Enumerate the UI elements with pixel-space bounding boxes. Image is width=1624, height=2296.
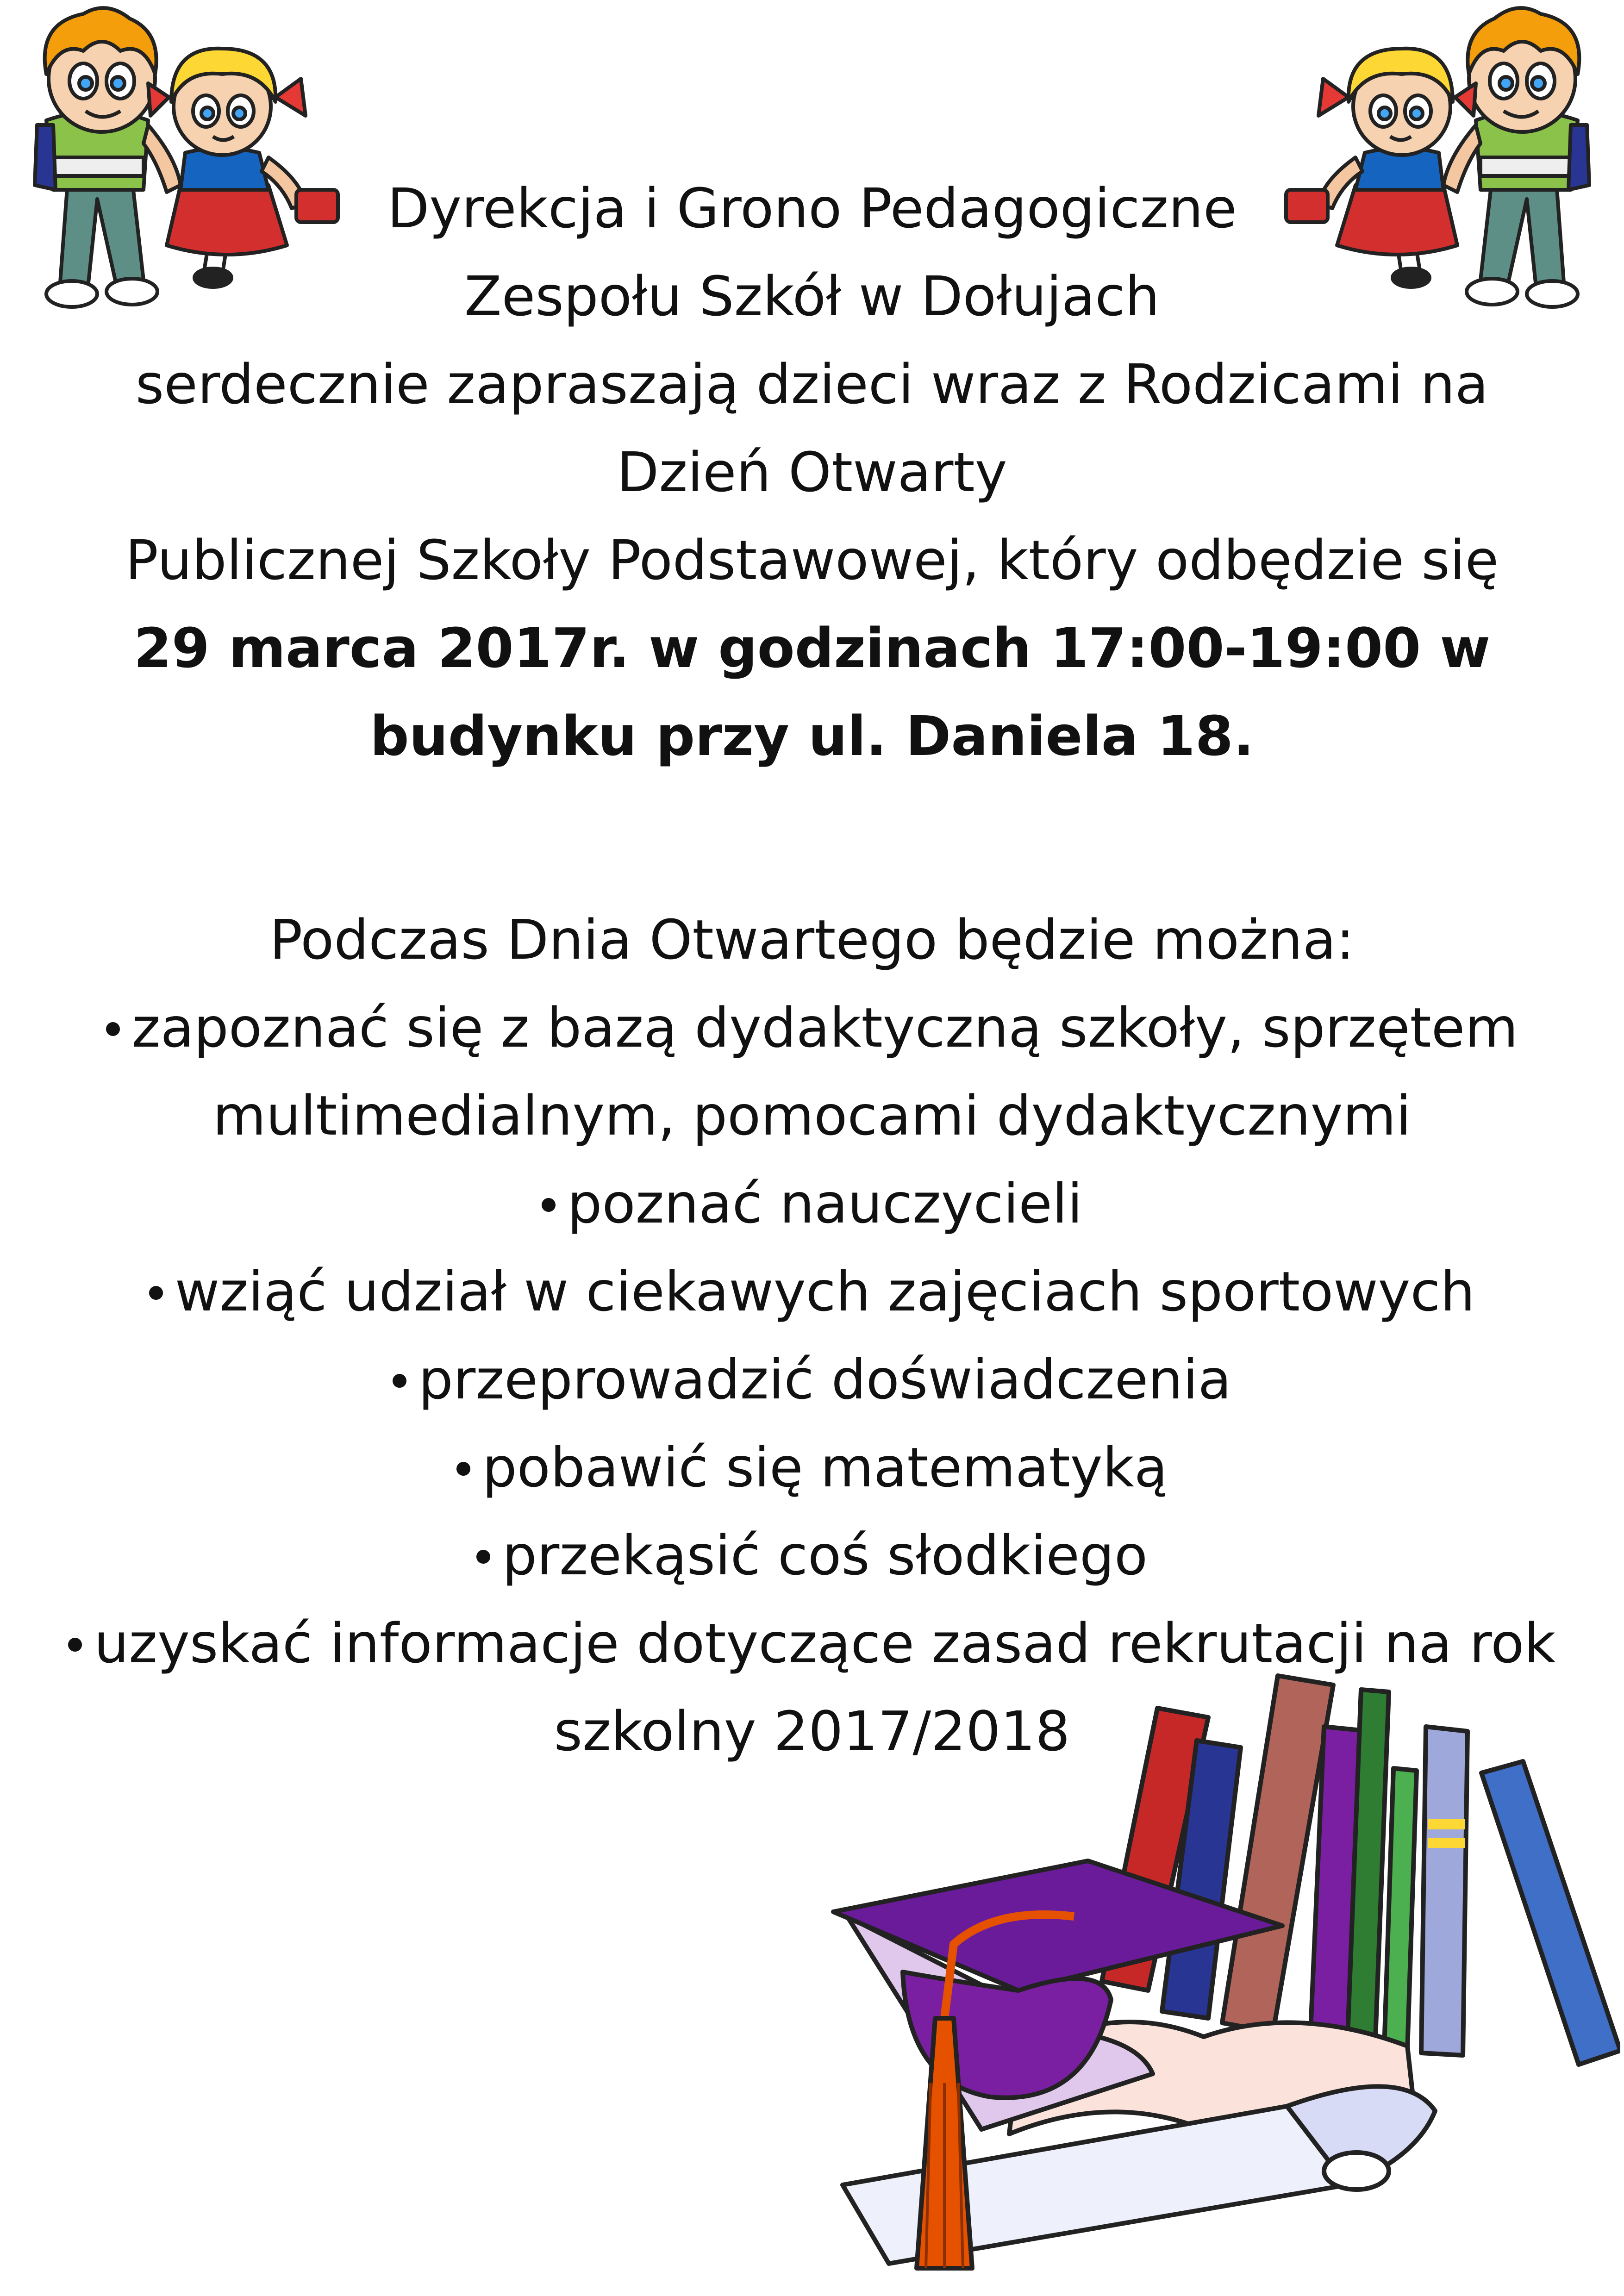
activity-item-continuation [0,1081,1624,1150]
bullet-icon [106,1022,120,1036]
activity-item [0,993,1624,1062]
activity-item [0,1169,1624,1238]
event-date-line: 29 marca 2017r. w godzinach 17:00-19:00 w [133,616,1491,680]
invitation-line-1: Dyrekcja i Grono Pedagogiczne [387,176,1237,240]
bullet-icon [476,1550,490,1564]
activity-text: multimedialnym, pomocami dydaktycznymi [212,1084,1412,1148]
invitation-line-3: serdecznie zapraszają dzieci wraz z Rodzicami na [135,352,1489,416]
activity-text: poznać nauczycieli [567,1172,1083,1235]
activity-text: zapoznać się z bazą dydaktyczną szkoły, sprzętem [131,996,1518,1060]
bullet-icon [393,1374,406,1388]
activity-text: szkolny 2017/2018 [554,1699,1070,1763]
activities-heading: Podczas Dnia Otwartego będzie można: [269,908,1355,972]
bullet-icon [149,1286,163,1300]
children-walking-right-icon [1281,5,1615,319]
invitation-line-2: Zespołu Szkół w Dołujach [464,264,1160,328]
invitation-line-4: Dzień Otwarty [617,440,1007,504]
bullet-icon [68,1638,82,1652]
children-walking-left-icon [9,5,343,319]
activity-item [0,1257,1624,1326]
activity-item [0,1345,1624,1414]
books-and-graduation-cap-icon [694,1666,1620,2282]
activity-text: przeprowadzić doświadczenia [418,1348,1232,1411]
activity-item [0,1433,1624,1502]
activity-text: pobawić się matematyką [482,1435,1168,1499]
activity-item [0,1521,1624,1590]
bullet-icon [456,1462,470,1476]
invitation-line-5: Publicznej Szkoły Podstawowej, który odbędzie się [125,528,1499,592]
activity-text: przekąsić coś słodkiego [502,1523,1148,1587]
activity-text: uzyskać informacje dotyczące zasad rekrutacji na rok [94,1611,1556,1675]
activity-text: wziąć udział w ciekawych zajęciach sportowych [175,1260,1475,1323]
event-address-line: budynku przy ul. Daniela 18. [370,704,1254,768]
bullet-icon [542,1198,556,1212]
